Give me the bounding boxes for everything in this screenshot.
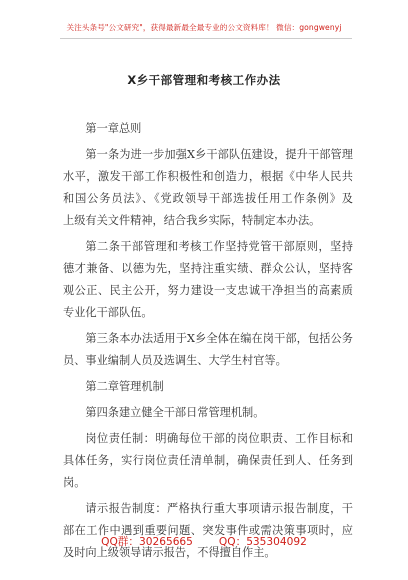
header-promo: 关注头条号"公文研究"，获得最新最全最专业的公文资料库！ 微信：gongwenyj: [66, 23, 342, 32]
document-title: X乡干部管理和考核工作办法: [127, 73, 281, 87]
text-line: 岗位责任制：明确每位干部的岗位职责、工作目标和: [85, 432, 353, 445]
qq-group-number: QQ群：30265665: [101, 536, 193, 548]
footer-contact: [0, 534, 408, 549]
qq-number: QQ：535304092: [218, 536, 307, 548]
text-line: 及时向上级领导请示报告，不得擅自作主。: [63, 546, 276, 559]
text-line: 第一章总则: [85, 122, 142, 135]
text-line: 第二章管理机制: [85, 380, 164, 393]
text-line: 水平，激发干部工作积极性和创造力，根据《中华人民共: [63, 170, 353, 183]
text-line: 第三条本办法适用于X乡全体在编在岗干部，包括公务: [85, 332, 353, 345]
text-line: 具体任务，实行岗位责任清单制，确保责任到人、任务到: [63, 454, 353, 467]
text-line: 德才兼备、以德为先，坚持注重实绩、群众公认，坚持客: [63, 262, 353, 275]
text-line: 专业化干部队伍。: [63, 306, 153, 319]
text-line: 部在工作中遇到重要问题、突发事件或需决策事项时，应: [63, 524, 353, 537]
text-line: 第二条干部管理和考核工作坚持党管干部原则，坚持: [85, 240, 353, 253]
text-line: 第一条为进一步加强X乡干部队伍建设，提升干部管理: [85, 148, 353, 161]
header-divider: [60, 38, 352, 39]
text-line: 观公正、民主公开，努力建设一支忠诚干净担当的高素质: [63, 284, 353, 297]
text-line: 请示报告制度：严格执行重大事项请示报告制度，干: [85, 502, 353, 515]
text-line: 第四条建立健全干部日常管理机制。: [85, 406, 265, 419]
text-line: 和国公务员法》、《党政领导干部选拔任用工作条例》及: [63, 192, 353, 205]
text-line: 员、事业编制人员及选调生、大学生村官等。: [63, 354, 287, 367]
text-line: 上级有关文件精神，结合我乡实际，特制定本办法。: [63, 214, 321, 227]
text-line: 岗。: [63, 476, 86, 489]
document-body: [63, 118, 353, 564]
